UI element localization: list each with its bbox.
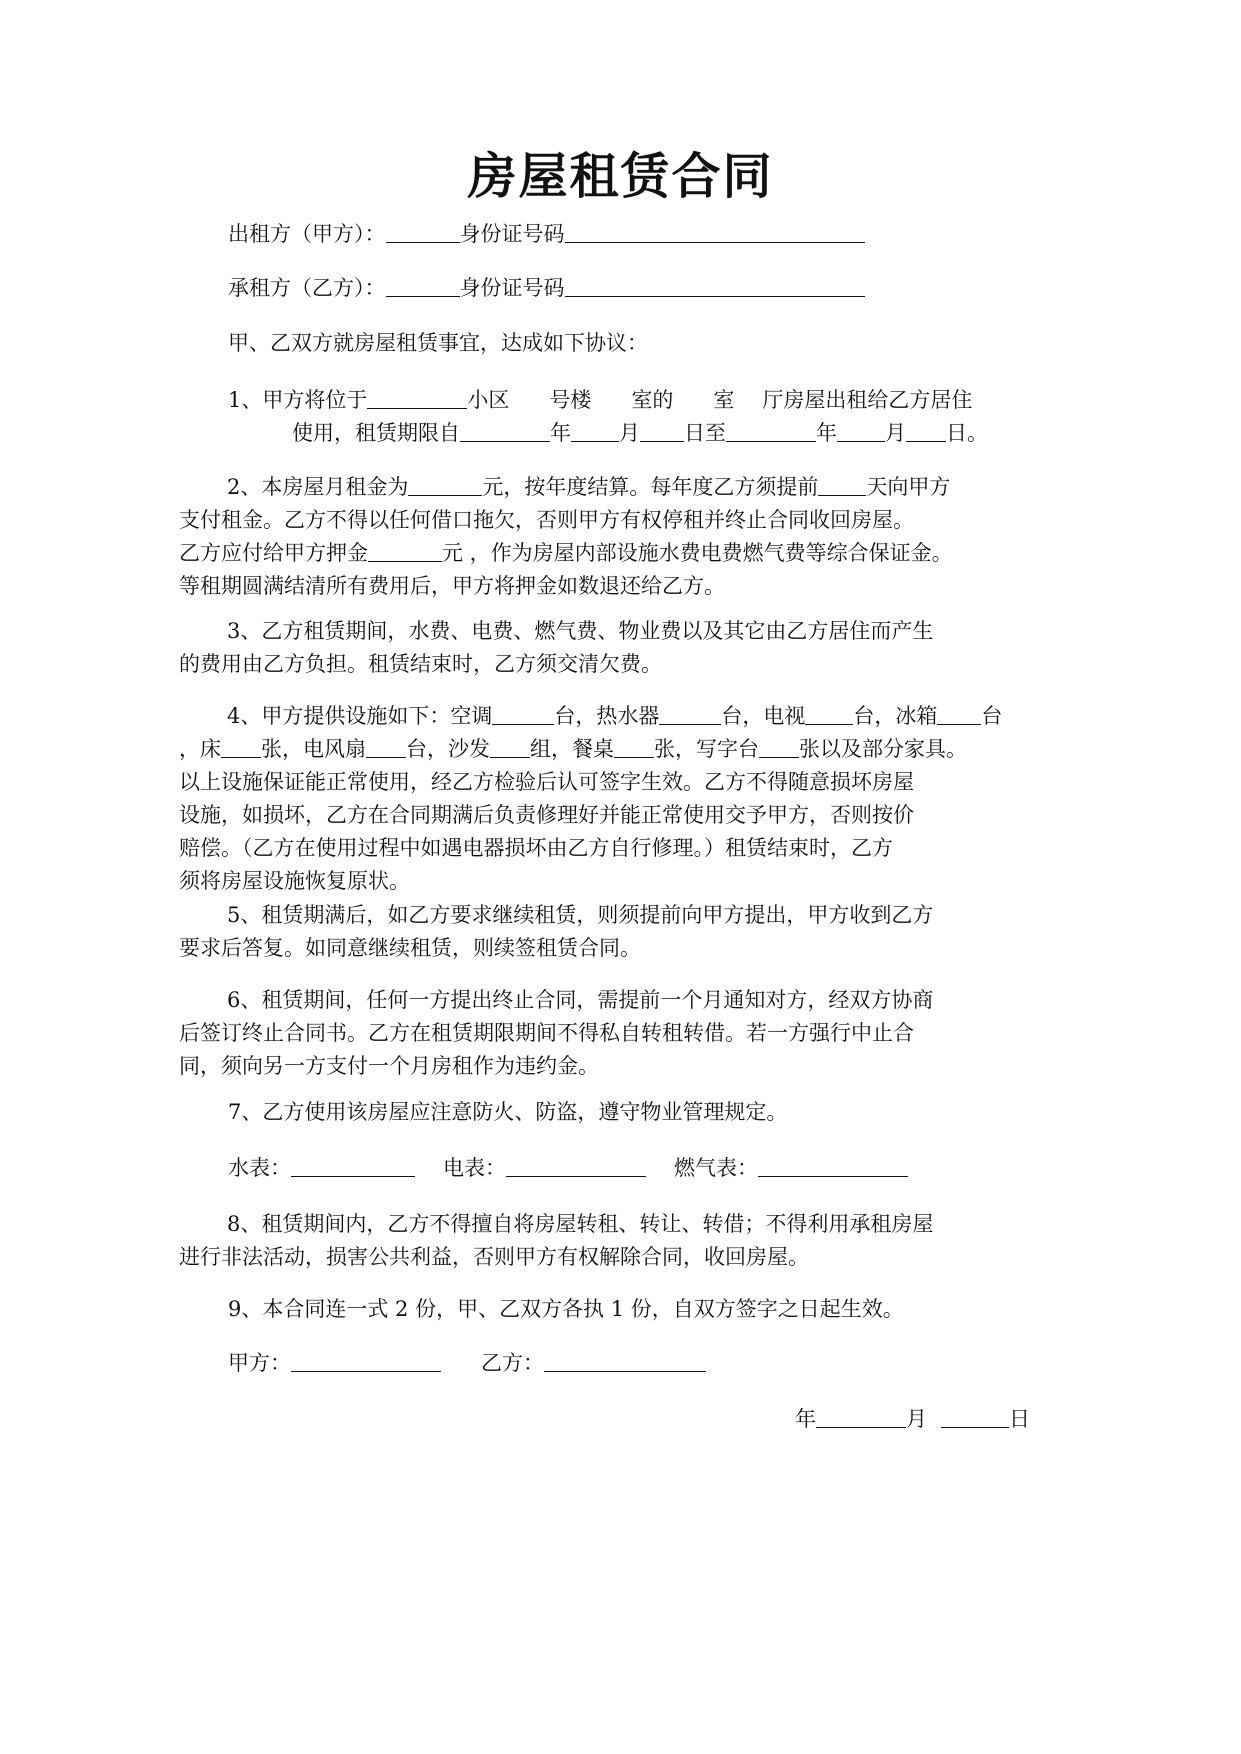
clause-8 — [179, 1208, 1063, 1274]
clause-1-text: 年 — [816, 421, 837, 445]
water-meter-blank[interactable] — [291, 1152, 415, 1177]
clause-1-line-2 — [292, 417, 988, 450]
intro-text: 甲、乙双方就房屋租赁事宜，达成如下协议： — [228, 331, 648, 355]
clause-1-text: 月 — [885, 421, 906, 445]
clause-4-text: 张以及部分家具。 — [799, 737, 967, 761]
party-b-signature-label: 乙方： — [481, 1351, 544, 1375]
dining-table-count-blank[interactable] — [614, 733, 654, 758]
clause-1-text: 日至 — [684, 421, 726, 445]
clause-4-text: 台，热水器 — [554, 704, 660, 728]
meter-readings — [228, 1152, 908, 1185]
clause-4-text: 4、甲方提供设施如下：空调 — [227, 704, 493, 728]
clause-4-text: 张，写字台 — [654, 737, 759, 761]
clause-1-text: 厅房屋出租给乙方居住 — [762, 388, 973, 412]
bed-count-blank[interactable] — [221, 733, 261, 758]
end-year-blank[interactable] — [726, 417, 816, 442]
party-a-signature-blank[interactable] — [291, 1347, 441, 1372]
clause-1-text: 室的 — [631, 388, 674, 412]
clause-4-text: ，床 — [179, 737, 221, 761]
ac-count-blank[interactable] — [492, 700, 554, 725]
document-title: 房屋租赁合同 — [467, 148, 774, 205]
clause-2-text: 元 ，作为房屋内部设施水费电费燃气费等综合保证金。 — [442, 541, 953, 565]
clause-5-line-1: 5、租赁期满后，如乙方要求继续租赁，则须提前向甲方提出，甲方收到乙方 — [227, 903, 934, 927]
clause-2-text: 天向甲方 — [866, 475, 951, 499]
clause-1-line-1 — [228, 384, 972, 417]
lessor-id-blank[interactable] — [565, 218, 865, 243]
clause-6-line-3: 同，须向另一方支付一个月房租作为违约金。 — [179, 1054, 599, 1078]
clause-1-text: 室 — [713, 388, 735, 412]
clause-7: 7、乙方使用该房屋应注意防火、防盗，遵守物业管理规定。 — [228, 1100, 788, 1124]
sofa-count-blank[interactable] — [490, 733, 530, 758]
lessor-label: 出租方（甲方）： — [228, 222, 386, 246]
clause-5-line-2: 要求后答复。如同意继续租赁，则续签租赁合同。 — [179, 936, 641, 960]
clause-2-text: 2、本房屋月租金为 — [227, 475, 409, 499]
lessee-label: 承租方（乙方）： — [228, 276, 386, 300]
clause-4-line-1 — [179, 700, 1063, 733]
start-month-blank[interactable] — [571, 417, 619, 442]
lessor-line — [228, 218, 865, 251]
clause-4-text: 组，餐桌 — [530, 737, 614, 761]
clause-2-text: 元，按年度结算。每年度乙方须提前 — [482, 475, 819, 499]
date-day-label: 日 — [1009, 1407, 1030, 1431]
clause-8-line-2: 进行非法活动，损害公共利益，否则甲方有权解除合同，收回房屋。 — [179, 1245, 809, 1269]
community-blank[interactable] — [367, 384, 467, 409]
clause-5 — [179, 899, 1063, 965]
party-a-signature-label: 甲方： — [228, 1351, 291, 1375]
clause-2-line-3 — [179, 537, 1063, 570]
clause-1-text: 1、甲方将位于 — [228, 388, 368, 412]
clause-2-line-2: 支付租金。乙方不得以任何借口拖欠，否则甲方有权停租并终止合同收回房屋。 — [179, 508, 914, 532]
clause-2-line-4: 等租期圆满结清所有费用后，甲方将押金如数退还给乙方。 — [179, 574, 725, 598]
clause-1-text: 使用，租赁期限自 — [292, 421, 460, 445]
lessee-id-label: 身份证号码 — [459, 276, 565, 300]
end-day-blank[interactable] — [906, 417, 946, 442]
party-b-signature-blank[interactable] — [544, 1347, 706, 1372]
lessee-line — [228, 272, 865, 305]
clause-1-text: 月 — [619, 421, 640, 445]
lessee-id-blank[interactable] — [565, 272, 865, 297]
clause-4-text: 台，沙发 — [406, 737, 490, 761]
clause-2-text: 乙方应付给甲方押金 — [179, 541, 368, 565]
clause-8-line-1: 8、租赁期间内，乙方不得擅自将房屋转租、转让、转借；不得利用承租房屋 — [227, 1212, 934, 1236]
signature-line — [228, 1347, 706, 1380]
clause-4-text: 台，冰箱 — [853, 704, 938, 728]
lessor-name-blank[interactable] — [386, 218, 460, 243]
monthly-rent-blank[interactable] — [408, 471, 482, 496]
clause-4-text: 台，电视 — [721, 704, 806, 728]
clause-4-line-5: 赔偿。（乙方在使用过程中如遇电器损坏由乙方自行修理。）租赁结束时，乙方 — [179, 836, 893, 860]
clause-6-line-1: 6、租赁期间，任何一方提出终止合同，需提前一个月通知对方，经双方协商 — [227, 988, 934, 1012]
deposit-blank[interactable] — [368, 537, 442, 562]
date-day-blank[interactable] — [941, 1403, 1009, 1428]
fan-count-blank[interactable] — [366, 733, 406, 758]
clause-3 — [179, 615, 1063, 681]
clause-1-text: 号楼 — [549, 388, 592, 412]
lessor-id-label: 身份证号码 — [459, 222, 565, 246]
clause-4-line-3: 以上设施保证能正常使用，经乙方检验后认可签字生效。乙方不得随意损坏房屋 — [179, 770, 914, 794]
clause-1-text: 日。 — [946, 421, 988, 445]
clause-4-line-2 — [179, 733, 1063, 766]
advance-days-blank[interactable] — [818, 471, 866, 496]
clause-2 — [179, 471, 1063, 603]
clause-4 — [179, 700, 1063, 898]
start-year-blank[interactable] — [460, 417, 550, 442]
clause-1-text: 小区 — [467, 388, 510, 412]
gas-meter-blank[interactable] — [758, 1152, 908, 1177]
start-day-blank[interactable] — [640, 417, 684, 442]
date-month-label: 月 — [906, 1407, 927, 1431]
desk-count-blank[interactable] — [759, 733, 799, 758]
date-year-label: 年 — [795, 1407, 816, 1431]
clause-2-line-1 — [179, 471, 1063, 504]
water-heater-count-blank[interactable] — [659, 700, 721, 725]
electric-meter-label: 电表： — [443, 1156, 506, 1180]
clause-4-text: 台 — [981, 704, 1003, 728]
lessee-name-blank[interactable] — [386, 272, 460, 297]
clause-3-line-1: 3、乙方租赁期间，水费、电费、燃气费、物业费以及其它由乙方居住而产生 — [227, 619, 934, 643]
clause-6 — [179, 984, 1063, 1083]
fridge-count-blank[interactable] — [937, 700, 981, 725]
date-month-blank[interactable] — [816, 1403, 906, 1428]
water-meter-label: 水表： — [228, 1156, 291, 1180]
clause-9: 9、本合同连一式 2 份，甲、乙双方各执 1 份，自双方签字之日起生效。 — [228, 1297, 904, 1321]
clause-4-line-6: 须将房屋设施恢复原状。 — [179, 869, 410, 893]
signing-date — [795, 1403, 1030, 1436]
clause-4-text: 张，电风扇 — [261, 737, 366, 761]
gas-meter-label: 燃气表： — [674, 1156, 758, 1180]
clause-6-line-2: 后签订终止合同书。乙方在租赁期限期间不得私自转租转借。若一方强行中止合 — [179, 1021, 914, 1045]
clause-4-line-4: 设施，如损坏，乙方在合同期满后负责修理好并能正常使用交予甲方，否则按价 — [179, 803, 914, 827]
end-month-blank[interactable] — [837, 417, 885, 442]
clause-3-line-2: 的费用由乙方负担。租赁结束时，乙方须交清欠费。 — [179, 652, 662, 676]
electric-meter-blank[interactable] — [506, 1152, 646, 1177]
clause-1-text: 年 — [550, 421, 571, 445]
tv-count-blank[interactable] — [805, 700, 853, 725]
